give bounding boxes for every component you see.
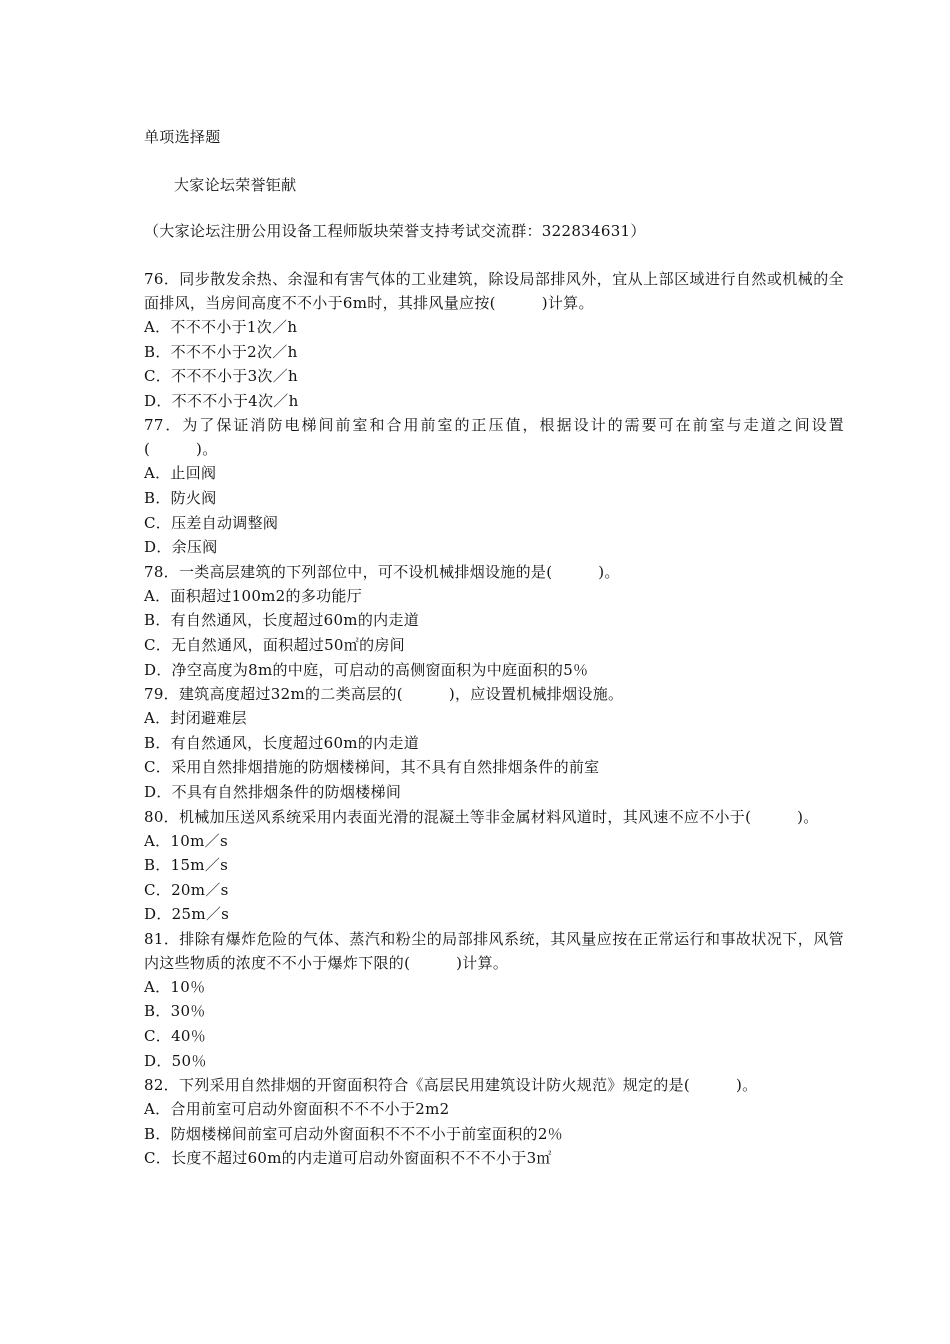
option-c: C．不不不小于3次／h	[144, 367, 298, 386]
option-d: D．50％	[144, 1051, 207, 1070]
credit-line: 大家论坛荣誉钜献	[174, 176, 297, 194]
question-77	[144, 413, 844, 559]
option-d: D．25m／s	[144, 905, 230, 924]
option-a: A．10m／s	[144, 831, 228, 850]
question-80	[144, 805, 844, 927]
option-b: B．有自然通风，长度超过60m的内走道	[144, 611, 420, 630]
option-a: A．止回阀	[144, 464, 217, 483]
option-b: B．15m／s	[144, 856, 229, 875]
option-c: C．长度不超过60m的内走道可启动外窗面积不不不小于3㎡	[144, 1149, 552, 1168]
option-a: A．10％	[144, 977, 206, 996]
question-text: 80．机械加压送风系统采用内表面光滑的混凝土等非金属材料风道时，其风速不应不小于( )。	[144, 807, 819, 826]
option-c: C．40％	[144, 1027, 207, 1046]
question-text: 79．建筑高度超过32m的二类高层的( )，应设置机械排烟设施。	[144, 685, 624, 704]
option-d: D．余压阀	[144, 538, 218, 557]
option-b: B．不不不小于2次／h	[144, 342, 298, 361]
option-c: C．20m／s	[144, 880, 229, 899]
question-81	[144, 927, 844, 1073]
question-82	[144, 1073, 844, 1171]
option-c: C．无自然通风，面积超过50㎡的房间	[144, 635, 405, 654]
document-content	[144, 125, 844, 1171]
question-text: 81．排除有爆炸危险的气体、蒸汽和粉尘的局部排风系统，其风量应按在正常运行和事故状况下，风管内这些物质的浓度不不小于爆炸下限的( )计算。	[144, 929, 844, 972]
option-a: A．面积超过100m2的多功能厅	[144, 586, 363, 605]
question-text: 82．下列采用自然排烟的开窗面积符合《高层民用建筑设计防火规范》规定的是( )。	[144, 1076, 758, 1095]
option-a: A．不不不小于1次／h	[144, 318, 298, 336]
section-title: 单项选择题	[144, 128, 221, 146]
option-a: A．合用前室可启动外窗面积不不不小于2m2	[144, 1100, 450, 1119]
question-text: 77．为了保证消防电梯间前室和合用前室的正压值，根据设计的需要可在前室与走道之间设置( )。	[144, 416, 844, 459]
option-c: C．采用自然排烟措施的防烟楼梯间，其不具有自然排烟条件的前室	[144, 758, 600, 777]
group-note: （大家论坛注册公用设备工程师版块荣誉支持考试交流群：322834631）	[144, 222, 646, 240]
option-d: D．不具有自然排烟条件的防烟楼梯间	[144, 782, 402, 801]
option-b: B．防火阀	[144, 488, 217, 507]
question-78	[144, 560, 844, 682]
option-c: C．压差自动调整阀	[144, 513, 279, 532]
option-a: A．封闭避难层	[144, 709, 247, 728]
option-d: D．净空高度为8m的中庭，可启动的高侧窗面积为中庭面积的5％	[144, 660, 589, 679]
question-79	[144, 682, 844, 804]
option-b: B．有自然通风，长度超过60m的内走道	[144, 733, 420, 752]
question-76	[144, 267, 844, 413]
question-text: 78．一类高层建筑的下列部位中，可不设机械排烟设施的是( )。	[144, 562, 620, 581]
option-d: D．不不不小于4次／h	[144, 391, 299, 410]
question-text: 76．同步散发余热、余湿和有害气体的工业建筑，除设局部排风外，宜从上部区域进行自然或机械的全面排风，当房间高度不不小于6m时，其排风量应按( )计算。	[144, 270, 844, 312]
option-b: B．防烟楼梯间前室可启动外窗面积不不不小于前室面积的2％	[144, 1124, 563, 1143]
option-b: B．30％	[144, 1002, 206, 1021]
